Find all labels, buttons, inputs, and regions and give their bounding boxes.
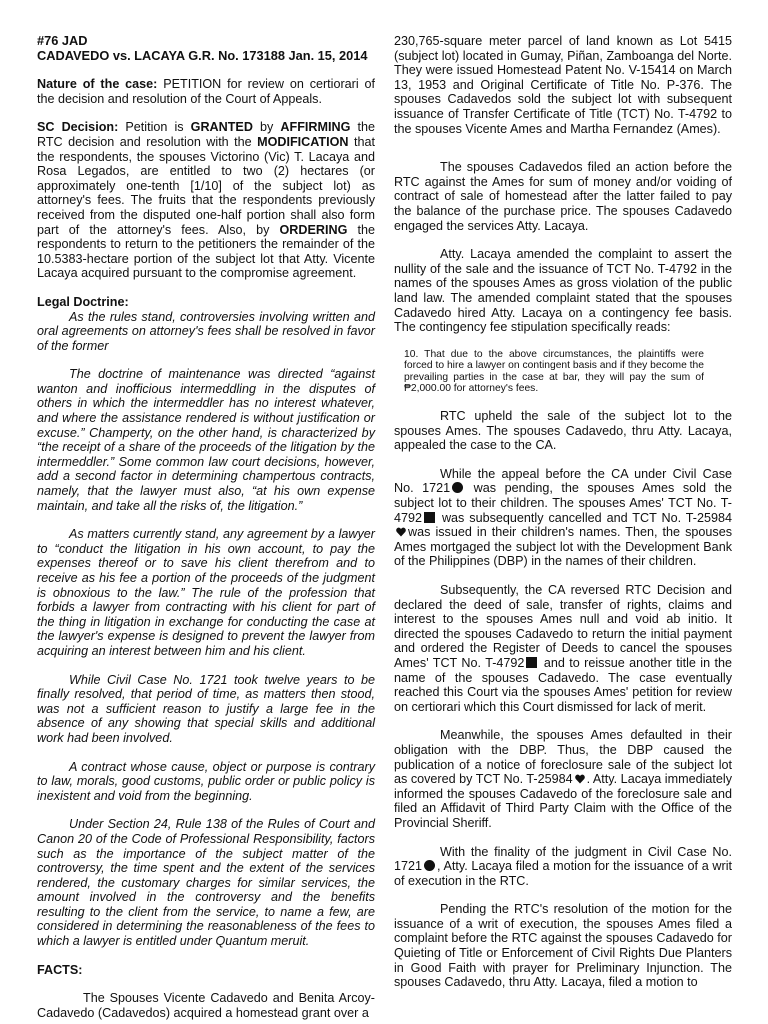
redaction-square-icon xyxy=(526,657,537,668)
facts-label: FACTS: xyxy=(37,962,83,977)
doctrine-paragraph-3: As matters currently stand, any agreement by a lawyer to “conduct the litigation in his own account, to pay the expenses thereof or to save his client therefrom and to receive as his fee a portion of the proceeds of the judgment is obnoxious to the law.” The rule of the profession that forbids a lawyer from contracting with his client for part of the thing in litigation in exchange for conducting the case at the lawyer's expense is designed to prevent the lawyer from acquiring an interest between him and his client. xyxy=(37,527,375,658)
sc-decision-text-5: the respondents to return to the petitioners the remainder of the 10.5383-hectare portion of the subject lot that Atty. Vicente Lacaya acquired pursuant to the compromise agreement. xyxy=(37,222,375,281)
sc-decision-text-4: that the respondents, the spouses Victorino (Vic) T. Lacaya and Rosa Legados, are entitled to two (2) hectares (or approximately one-tenth [1/10] of the subject lot) as attorney's fees. The fruits that the respondents previously received from the disputed one-half portion shall also form part of the attorney's fees. Also, by xyxy=(37,134,375,237)
doctrine-paragraph-5: A contract whose cause, object or purpose is contrary to law, morals, good customs, public order or public policy is inexistent and void from the beginning. xyxy=(37,759,375,803)
case-title: CADAVEDO vs. LACAYA G.R. No. 173188 Jan. 15, 2014 xyxy=(37,47,368,63)
legal-doctrine-label: Legal Doctrine: xyxy=(37,294,129,309)
doctrine-paragraph-4: While Civil Case No. 1721 took twelve years to be finally resolved, that period of time, as matters then stood, was not a sufficient reason to justify a large fee in the absence of any showing that special skills and additional work had been involved. xyxy=(37,672,375,745)
redaction-heart-icon xyxy=(575,774,585,784)
p7-text-b: . Atty. Lacaya immediately informed the spouses Cadavedo of the foreclosure sale and filed an Affidavit of Third Party Claim with the Office of the Provincial Sheriff. xyxy=(394,772,732,830)
right-column xyxy=(394,34,732,990)
redaction-circle-icon xyxy=(452,482,463,493)
granted-text: GRANTED xyxy=(190,120,253,135)
nature-label: Nature of the case: xyxy=(37,77,158,92)
left-column xyxy=(37,34,375,1020)
modification-text: MODIFICATION xyxy=(257,134,349,149)
facts-paragraph-8 xyxy=(394,845,732,889)
redaction-heart-icon xyxy=(396,527,406,537)
sc-decision-text-2: by xyxy=(252,120,281,135)
p7-text-a: Meanwhile, the spouses Ames defaulted in their obligation with the DBP. Thus, the DBP caused the publication of a notice of foreclosure sale of the subject lot as covered by TCT No. T-25984 xyxy=(394,728,732,787)
p6-text-a: Subsequently, the CA reversed RTC Decision and declared the deed of sale, transfer of rights, claims and interest to the spouses Ames null and void ab initio. It directed the spouses Cadavedo to return the initial payment and ordered the Register of Deeds to cancel the spouses Ames' TCT No. T-4792 xyxy=(394,583,732,670)
facts-paragraph-3: Atty. Lacaya amended the complaint to assert the nullity of the sale and the issuance of TCT No. T-4792 in the names of the spouses Ames as gross violation of the public land law. The amended complaint stated that the spouses Cadavedo hired Atty. Lacaya on a contingency fee basis. The contingency fee stipulation specifically reads: xyxy=(394,247,732,335)
facts-paragraph-2: The spouses Cadavedos filed an action before the RTC against the Ames for sum of money and/or voiding of contract of sale of homestead after the latter failed to pay the balance of the purchase price. The spouses Cadavedo engaged the services Atty. Lacaya. xyxy=(394,160,732,233)
doctrine-paragraph-1: As the rules stand, controversies involving written and oral agreements on attorney's fees shall be resolved in favor of the former xyxy=(37,309,375,353)
ordering-text: ORDERING xyxy=(279,222,348,237)
facts-paragraph-5 xyxy=(394,467,732,569)
p5-text-a: While the appeal before the CA under Civil Case No. 1721 xyxy=(394,466,732,496)
facts-paragraph-1-start: The Spouses Vicente Cadavedo and Benita Arcoy-Cadavedo (Cadavedos) acquired a homestead grant over a xyxy=(37,991,375,1020)
facts-paragraph-4: RTC upheld the sale of the subject lot to the spouses Ames. The spouses Cadavedo, thru Atty. Lacaya, appealed the case to the CA. xyxy=(394,409,732,453)
redaction-circle-icon xyxy=(424,860,435,871)
nature-paragraph xyxy=(37,77,375,106)
sc-decision-paragraph xyxy=(37,120,375,281)
p6-text-b: and to reissue another title in the name of the spouses Cadavedo. The case eventually reached this Court via the spouses Ames' petition for review on certiorari which this Court dismissed for lack of merit. xyxy=(394,655,732,714)
facts-paragraph-1-continued: 230,765-square meter parcel of land known as Lot 5415 (subject lot) located in Gumay, Piñan, Zamboanga del Norte. They were issued Homestead Patent No. V-15414 on March 13, 1953 and Original Certificate of Title No. P-376. The spouses Cadavedos sold the subject lot with subsequent issuance of Transfer Certificate of Title (TCT) No. T-4792 to the spouses Vicente Ames and Martha Fernandez (Ames). xyxy=(394,34,732,136)
doctrine-paragraph-2: The doctrine of maintenance was directed “against wanton and inofficious intermeddling in the disputes of others in which the intermeddler has no interest whatever, and where the assistance rendered is without justification or excuse.” Champerty, on the other hand, is characterized by “the receipt of a share of the proceeds of the litigation by the intermeddler.” Some common law court decisions, however, add a second factor in determining champertous contracts, namely, that the lawyer must also, “at his own expense maintain, and take all the risks of, the litigation.” xyxy=(37,367,375,513)
facts-paragraph-7 xyxy=(394,728,732,830)
facts-paragraph-9: Pending the RTC's resolution of the motion for the issuance of a writ of execution, the spouses Ames filed a complaint before the RTC against the spouses Cadavedo for Quieting of Title or Enforcement of Civil Rights Due Planters in Good Faith with prayer for Preliminary Injunction. The spouses Cadavedo, thru Atty. Lacaya, filed a motion to xyxy=(394,902,732,990)
facts-paragraph-6 xyxy=(394,583,732,714)
p8-text-a: With the finality of the judgment in Civil Case No. 1721 xyxy=(394,844,732,874)
redaction-square-icon xyxy=(424,512,435,523)
sc-decision-text-1: Petition is xyxy=(118,120,191,135)
sc-decision-text-3: the RTC decision and resolution with the xyxy=(37,120,375,149)
affirming-text: AFFIRMING xyxy=(280,120,351,135)
contingency-fee-quote: 10. That due to the above circumstances, the plaintiffs were forced to hire a lawyer on contingent basis and if they become the prevailing parties in the case at bar, they will pay the sum of ₱2,000.00 for attorney's fees. xyxy=(404,348,704,395)
nature-text: PETITION for review on certiorari of the decision and resolution of the Court of Appeals. xyxy=(37,77,376,106)
p8-text-b: , Atty. Lacaya filed a motion for the issuance of a writ of execution in the RTC. xyxy=(394,859,732,888)
case-number: #76 JAD xyxy=(37,33,88,48)
p5-text-d: was issued in their children's names. Then, the spouses Ames mortgaged the subject lot with the Development Bank of the Philippines (DBP) in the names of their children. xyxy=(394,525,732,569)
sc-decision-label: SC Decision: xyxy=(37,120,119,135)
p5-text-c: was subsequently cancelled and TCT No. T-25984 xyxy=(437,510,732,525)
doctrine-paragraph-6: Under Section 24, Rule 138 of the Rules of Court and Canon 20 of the Code of Professional Responsibility, factors such as the importance of the subject matter of the controversy, the time spent and the extent of the services rendered, the customary charges for similar services, the amount involved in the controversy and the benefits resulting to the client from the service, to name a few, are considered in determining the reasonableness of the fees to which a lawyer is entitled under Quantum meruit. xyxy=(37,817,375,949)
p5-text-b: was pending, the spouses Ames sold the subject lot to their children. The spouses Ames' TCT No. T-4792 xyxy=(394,481,732,525)
